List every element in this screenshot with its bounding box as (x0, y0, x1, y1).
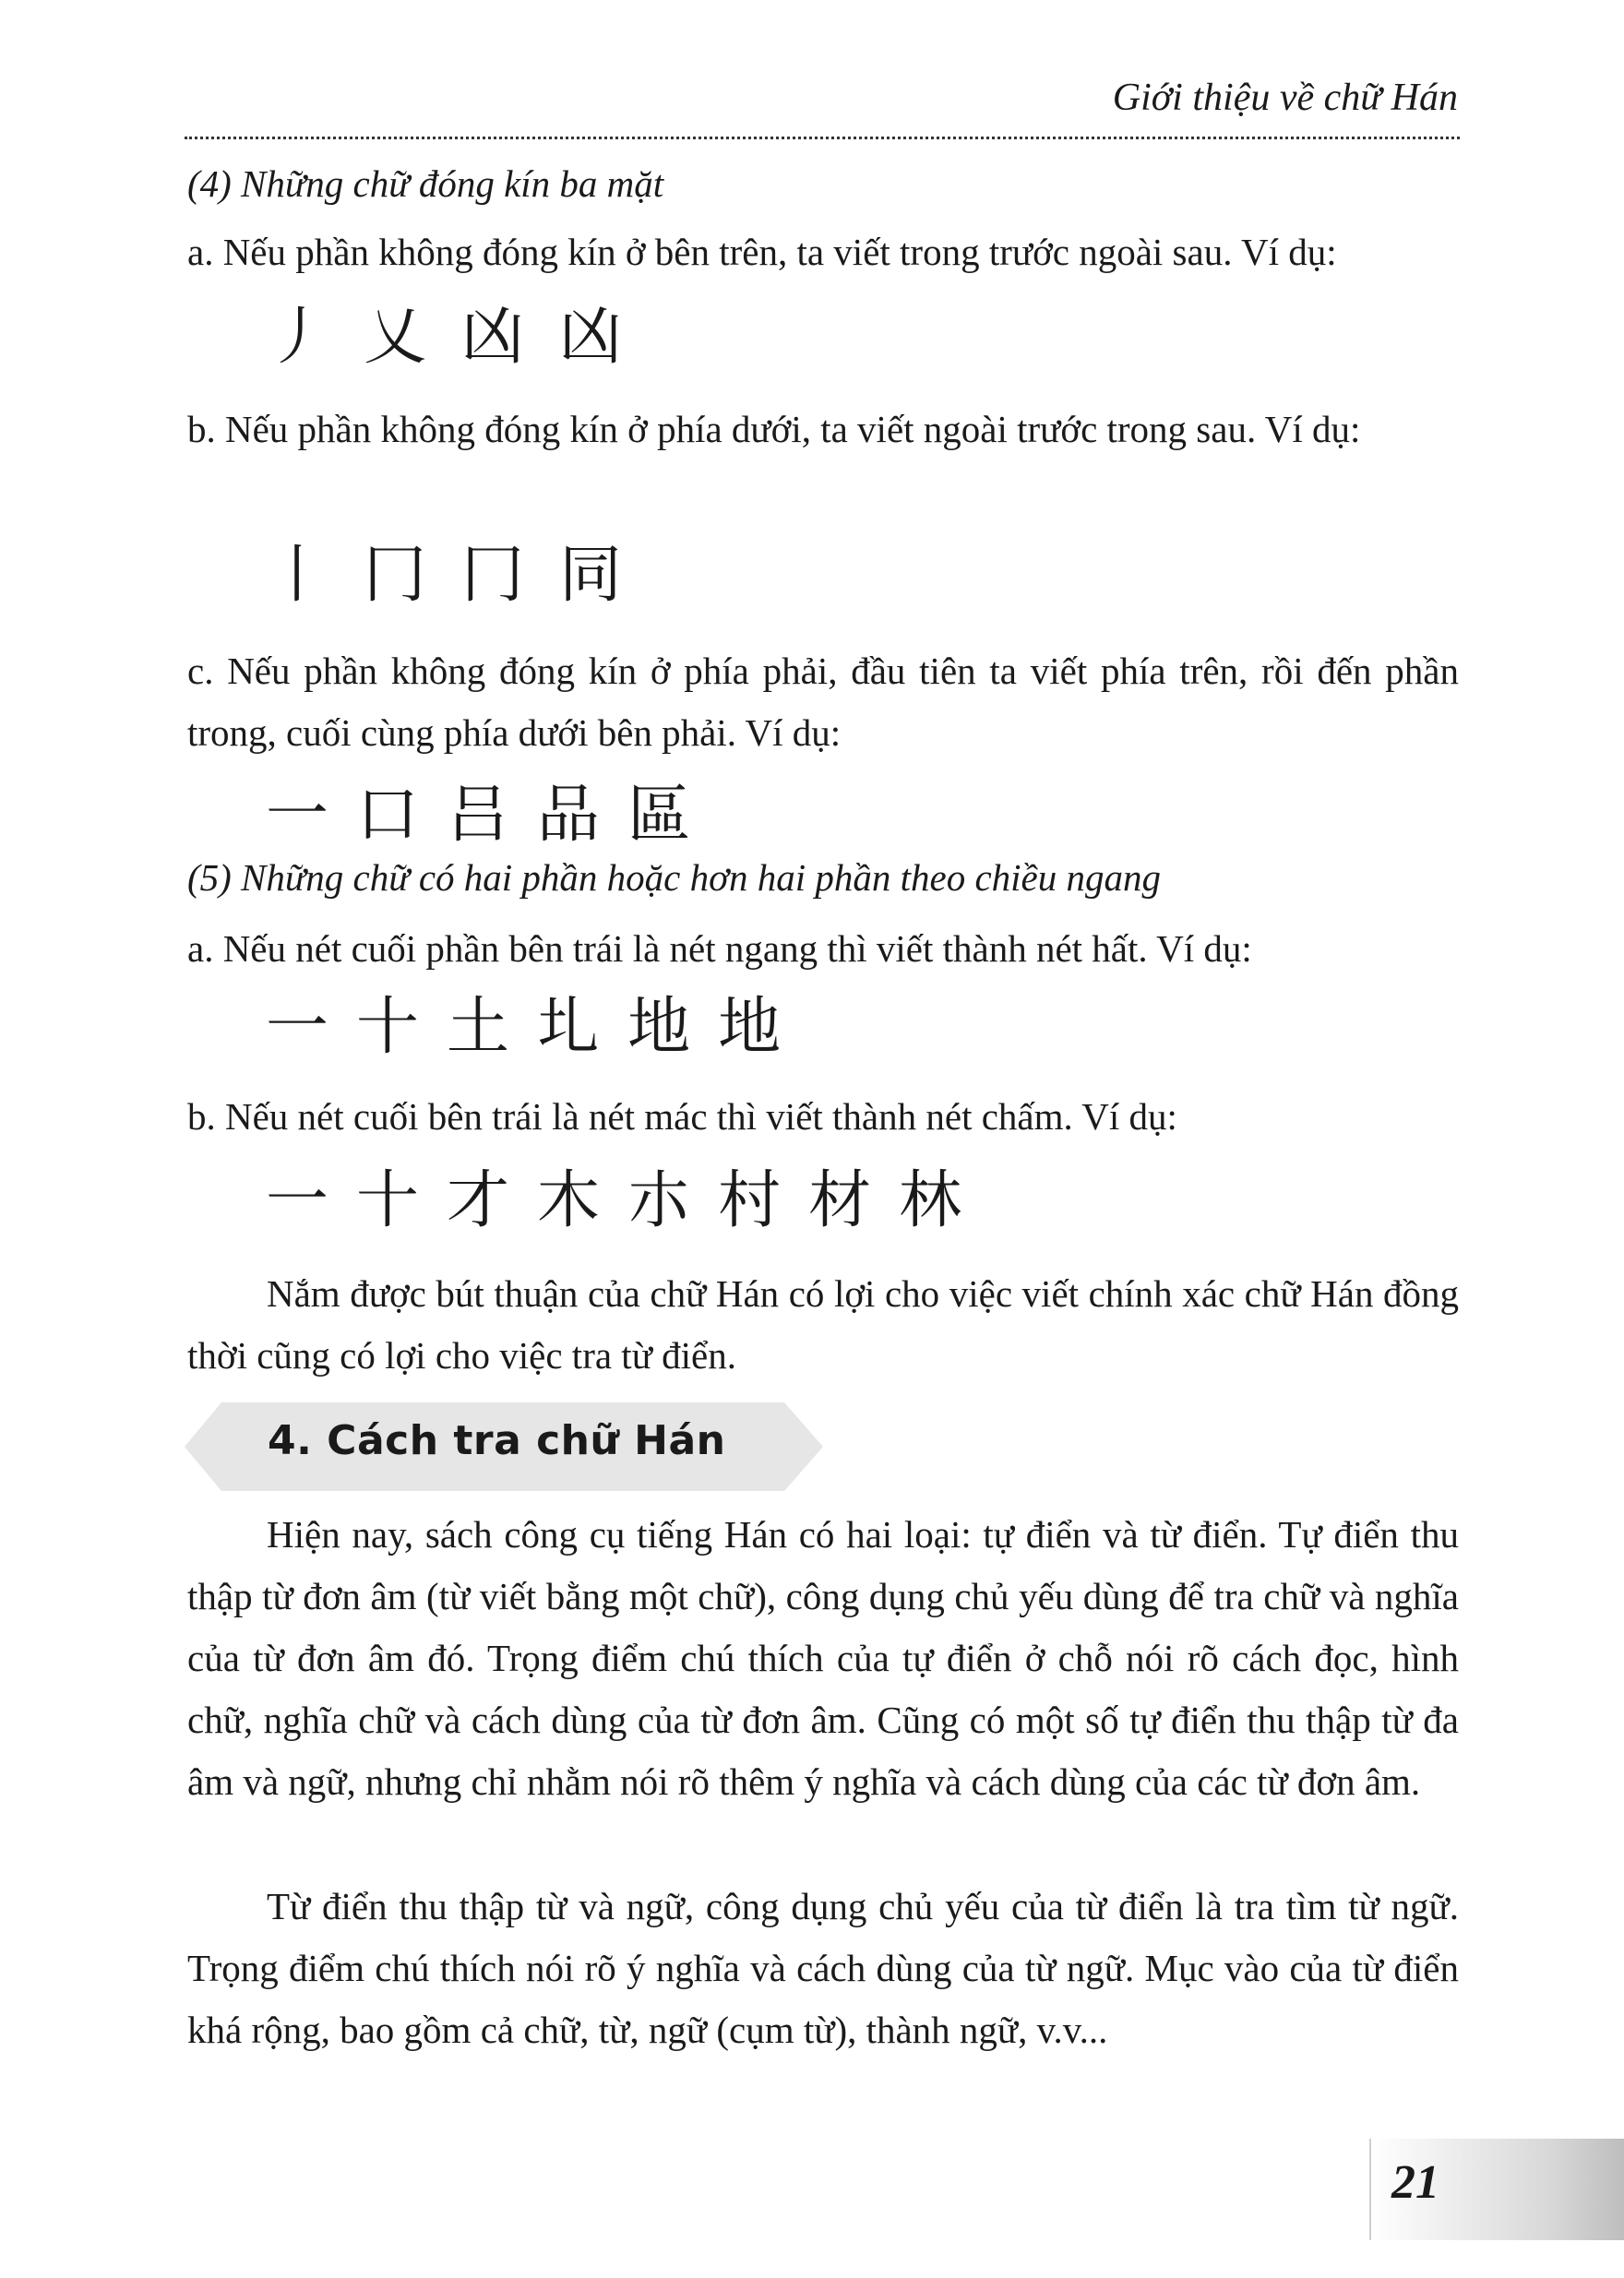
stroke-char: 才 (447, 1164, 510, 1237)
stroke-char: 地 (718, 991, 782, 1064)
stroke-char: 圠 (537, 991, 601, 1064)
stroke-char: 區 (627, 779, 691, 852)
stroke-char: 十 (356, 991, 420, 1064)
conclusion-paragraph: Nắm được bút thuận của chữ Hán có lợi cho việc viết chính xác chữ Hán đồng thời cũng có lợi cho việc tra từ điển. (187, 1272, 1459, 1377)
stroke-char: 冂 (364, 539, 427, 612)
page-number: 21 (1391, 2156, 1439, 2209)
stroke-char: 土 (447, 991, 510, 1064)
stroke-char: 口 (356, 779, 420, 852)
body-paragraph-2: Từ điển thu thập từ và ngữ, công dụng chủ yếu của từ điển là tra tìm từ ngữ. Trọng điểm chú thích nói rõ ý nghĩa và cách dùng của từ ngữ. Mục vào của từ điển khá rộng, bao gồm cả chữ, từ, ngữ (cụm từ), thành ngữ, v.v... (187, 1885, 1459, 2051)
stroke-char: 凶 (461, 301, 525, 374)
stroke-char: 木 (537, 1164, 601, 1237)
stroke-char: 同 (559, 539, 623, 612)
paragraph-5a: a. Nếu nét cuối phần bên trái là nét ngang thì viết thành nét hất. Ví dụ: (187, 927, 1252, 970)
stroke-char: 凶 (559, 301, 623, 374)
stroke-char: 吕 (447, 779, 510, 852)
paragraph-4b: b. Nếu phần không đóng kín ở phía dưới, ta viết ngoài trước trong sau. Ví dụ: (187, 408, 1361, 450)
stroke-char: 一 (266, 779, 329, 852)
paragraph-5b: b. Nếu nét cuối bên trái là nét mác thì viết thành nét chấm. Ví dụ: (187, 1095, 1177, 1138)
stroke-char: 十 (356, 1164, 420, 1237)
stroke-char: 丨 (266, 539, 329, 612)
stroke-sequence-4a (266, 301, 657, 375)
body-paragraph-1: Hiện nay, sách công cụ tiếng Hán có hai loại: tự điển và từ điển. Tự điển thu thập từ đơn âm (từ viết bằng một chữ), công dụng chủ yếu dùng để tra chữ và nghĩa của từ đơn âm đó. Trọng điểm chú thích của tự điển ở chỗ nói rõ cách đọc, hình chữ, nghĩa chữ và cách dùng của từ đơn âm. Cũng có một số tự điển thu thập từ đa âm và ngữ, nhưng chỉ nhằm nói rõ thêm ý nghĩa và cách dùng của các từ đơn âm. (187, 1513, 1459, 1803)
stroke-char: 丿 (266, 301, 329, 374)
stroke-char: 朩 (627, 1164, 691, 1237)
stroke-char: 材 (808, 1164, 872, 1237)
section-heading: 4. Cách tra chữ Hán (268, 1417, 726, 1464)
stroke-char: 乂 (364, 301, 427, 374)
stroke-char: 村 (718, 1164, 782, 1237)
stroke-char: 品 (537, 779, 601, 852)
paragraph-4c: c. Nếu phần không đóng kín ở phía phải, đầu tiên ta viết phía trên, rồi đến phần trong, cuối cùng phía dưới bên phải. Ví dụ: (187, 650, 1459, 754)
stroke-char: 林 (899, 1164, 962, 1237)
stroke-sequence-4b (266, 539, 657, 613)
stroke-char: 一 (266, 1164, 329, 1237)
running-header: Giới thiệu về chữ Hán (1112, 77, 1458, 119)
stroke-char: 一 (266, 991, 329, 1064)
stroke-sequence-5a (266, 991, 808, 1065)
stroke-sequence-4c (266, 779, 718, 853)
stroke-char: 冂 (461, 539, 525, 612)
stroke-char: 地 (627, 991, 691, 1064)
header-divider (185, 137, 1460, 139)
paragraph-4a: a. Nếu phần không đóng kín ở bên trên, ta viết trong trước ngoài sau. Ví dụ: (187, 231, 1337, 273)
subsection-heading-4: (4) Những chữ đóng kín ba mặt (187, 162, 664, 205)
stroke-sequence-5b (266, 1164, 989, 1238)
section-heading-banner (185, 1402, 823, 1491)
subsection-heading-5: (5) Những chữ có hai phần hoặc hơn hai phần theo chiều ngang (187, 856, 1162, 899)
